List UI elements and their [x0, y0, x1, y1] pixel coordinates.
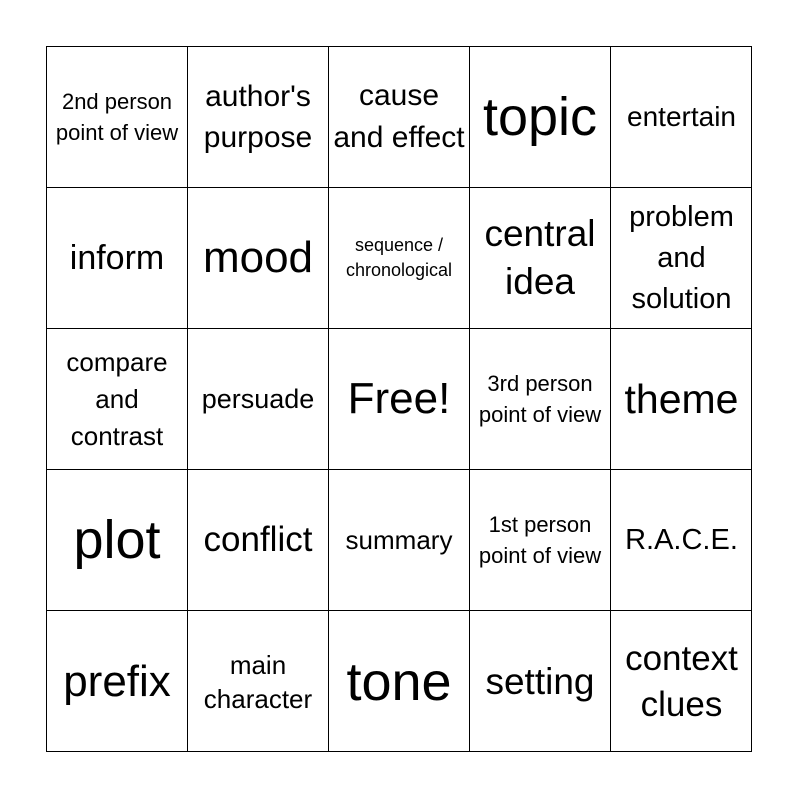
cell-label: compare and contrast: [66, 346, 168, 451]
cell-label: cause and effect: [333, 79, 465, 154]
cell-label: tone: [346, 651, 452, 712]
bingo-cell[interactable]: [611, 470, 752, 611]
bingo-cell[interactable]: [188, 611, 329, 752]
bingo-cell[interactable]: [470, 470, 611, 611]
cell-label: inform: [69, 239, 165, 277]
bingo-board: [46, 46, 752, 752]
cell-label: entertain: [627, 101, 736, 132]
cell-label: summary: [345, 525, 453, 555]
bingo-cell[interactable]: [188, 188, 329, 329]
bingo-cell[interactable]: [611, 611, 752, 752]
cell-label: plot: [73, 510, 161, 570]
bingo-cell[interactable]: [47, 329, 188, 470]
bingo-cell[interactable]: [329, 611, 470, 752]
bingo-cell[interactable]: [188, 470, 329, 611]
bingo-cell[interactable]: [188, 47, 329, 188]
bingo-cell[interactable]: [47, 470, 188, 611]
cell-label: prefix: [63, 656, 171, 706]
bingo-cell[interactable]: [470, 611, 611, 752]
bingo-cell[interactable]: [470, 47, 611, 188]
bingo-cell[interactable]: [611, 188, 752, 329]
cell-label: context clues: [625, 638, 738, 724]
cell-label: main character: [203, 649, 313, 714]
bingo-cell[interactable]: [188, 329, 329, 470]
bingo-cell[interactable]: [470, 188, 611, 329]
cell-label: problem and solution: [629, 200, 734, 315]
cell-label: 3rd person point of view: [478, 371, 602, 427]
cell-label: author's purpose: [203, 80, 313, 154]
bingo-cell[interactable]: [47, 611, 188, 752]
bingo-cell[interactable]: [329, 47, 470, 188]
bingo-cell[interactable]: [611, 329, 752, 470]
cell-label: sequence / chronological: [345, 235, 453, 280]
bingo-cell[interactable]: [611, 47, 752, 188]
bingo-cell[interactable]: [329, 470, 470, 611]
cell-label: mood: [202, 233, 314, 282]
cell-label: 1st person point of view: [478, 512, 602, 568]
bingo-cell[interactable]: [470, 329, 611, 470]
cell-label: topic: [482, 87, 598, 147]
cell-label: 2nd person point of view: [55, 89, 179, 145]
cell-label: central idea: [484, 213, 596, 302]
cell-label: setting: [485, 660, 595, 702]
cell-label: theme: [624, 376, 739, 422]
cell-label: R.A.C.E.: [625, 524, 738, 556]
bingo-cell[interactable]: [329, 188, 470, 329]
bingo-cell[interactable]: [47, 47, 188, 188]
cell-label: conflict: [203, 520, 313, 559]
cell-label: Free!: [347, 374, 451, 423]
cell-label: persuade: [201, 384, 315, 414]
bingo-cell[interactable]: [47, 188, 188, 329]
free-space[interactable]: [329, 329, 470, 470]
